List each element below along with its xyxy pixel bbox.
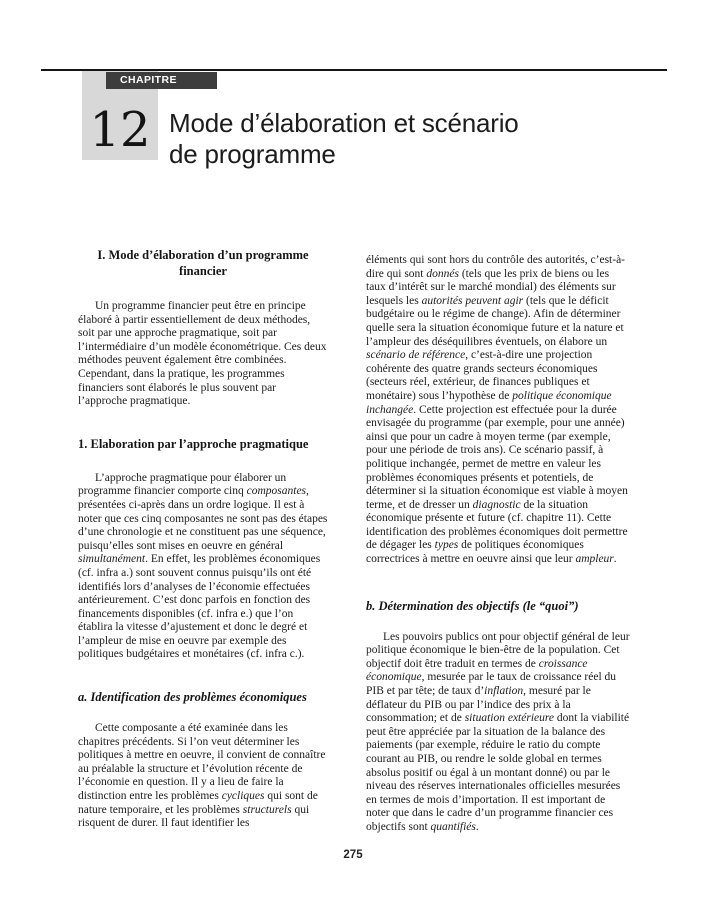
page-body [78, 245, 630, 835]
right-column [366, 245, 630, 835]
para-intro: Un programme financier peut être en principe élaboré à partir essentiellement de deux méthodes, soit par une approche pragmatique, soit par l’intermédiaire d’un modèle économétrique. Ces deux méthodes peuvent également être combinées. Cependant, dans la pratique, les programmes financiers sont élaborés le plus souvent par l’approche pragmatique. [78, 300, 327, 408]
chapter-title-line1: Mode d’élaboration et scénario [169, 108, 519, 138]
subsection-heading-approche-pragmatique: 1. Elaboration par l’approche pragmatique [78, 436, 309, 451]
chapter-title-line2: de programme [169, 139, 336, 169]
chapter-number: 12 [89, 102, 151, 158]
para-cinq-composantes: L’approche pragmatique pour élaborer un programme financier comporte cinq composantes, présentées ci-après dans un ordre logique. Il est à noter que ces cinq composantes ne sont pas des étapes d’une chronologie et ne constituent pas une séquence, puisqu’elles sont mises en oeuvre en général simultanément. En effet, les problèmes économiques (cf. infra a.) sont souvent connus puisqu’ils ont été identifiés lors d’analyses de l’économie effectuées antérieurement. C’est donc parfois en fonction des financements disponibles (cf. infra e.) que l’on établira la vitesse d’ajustement et donc le degré et l’ampleur de mise en oeuvre par exemple des politiques budgétaires et monétaires (cf. infra c.). [78, 471, 328, 661]
para-composante-examinee: Cette composante a été examinée dans les chapitres précédents. Si l’on veut déterminer les politiques à mettre en oeuvre, il convient de connaître au préalable la structure et l’évolution récente de l’économie en question. Il y a lieu de faire la distinction entre les problèmes cycliques qui sont de nature temporaire, et les problèmes structurels qui risquent de durer. Il faut identifier les [78, 722, 326, 830]
subsection-heading-identification-problemes: a. Identification des problèmes économiques [78, 690, 307, 705]
page-number: 275 [343, 849, 363, 861]
para-elements-controle: éléments qui sont hors du contrôle des autorités, c’est-à-dire qui sont donnés (tels que les prix de biens ou les taux d’intérêt sur le marché mondial) des éléments sur lesquels les autorités peuvent agir (tels que le déficit budgétaire ou le régime de change). Afin de déterminer quelle sera la situation économique future et la nature et l’ampleur des déséquilibres éventuels, on élabore un scénario de référence, c’est-à-dire une projection cohérente des quatre grands secteurs économiques (secteurs réel, extérieur, de finances publiques et monétaire) sous l’hypothèse de politique économique inchangée. Cette projection est effectuée pour la durée envisagée du programme (par exemple, pour une année) ainsi que pour un cadre à moyen terme (par exemple, pour une période de trois ans). Ce scénario passif, à politique inchangée, permet de mettre en valeur les problèmes économiques présents et potentiels, de déterminer si la situation économique est viable à moyen terme, et de dresser un diagnostic de la situation économique présente et future (cf. chapitre 11). Cette identification des problèmes économiques doit permettre de dégager les types de politiques économiques correctrices à mettre en oeuvre ainsi que leur ampleur. [366, 254, 628, 566]
section-heading-mode-elaboration: I. Mode d’élaboration d’un programme financier [97, 248, 309, 278]
chapter-title [169, 108, 519, 170]
chapter-label: CHAPITRE [106, 72, 217, 89]
left-column [78, 245, 328, 835]
subsection-heading-determination-objectifs: b. Détermination des objectifs (le “quoi”) [366, 598, 579, 613]
para-pouvoirs-publics: Les pouvoirs publics ont pour objectif général de leur politique économique le bien-être de la population. Cet objectif doit être traduit en termes de croissance économique, mesurée par le taux de croissance réel du PIB et par tête; de taux d’inflation, mesuré par le déflateur du PIB ou par l’indice des prix à la consommation; et de situation extérieure dont la viabilité peut être appréciée par la situation de la balance des paiements (par exemple, réduire le ratio du compte courant au PIB, ou rendre le solde global en termes absolus positif ou égal à un montant donné) ou par le niveau des réserves internationales officielles mesurées en termes de mois d’importation. Il est important de noter que dans le cadre d’un programme financier ces objectifs sont quantifiés. [366, 630, 630, 833]
